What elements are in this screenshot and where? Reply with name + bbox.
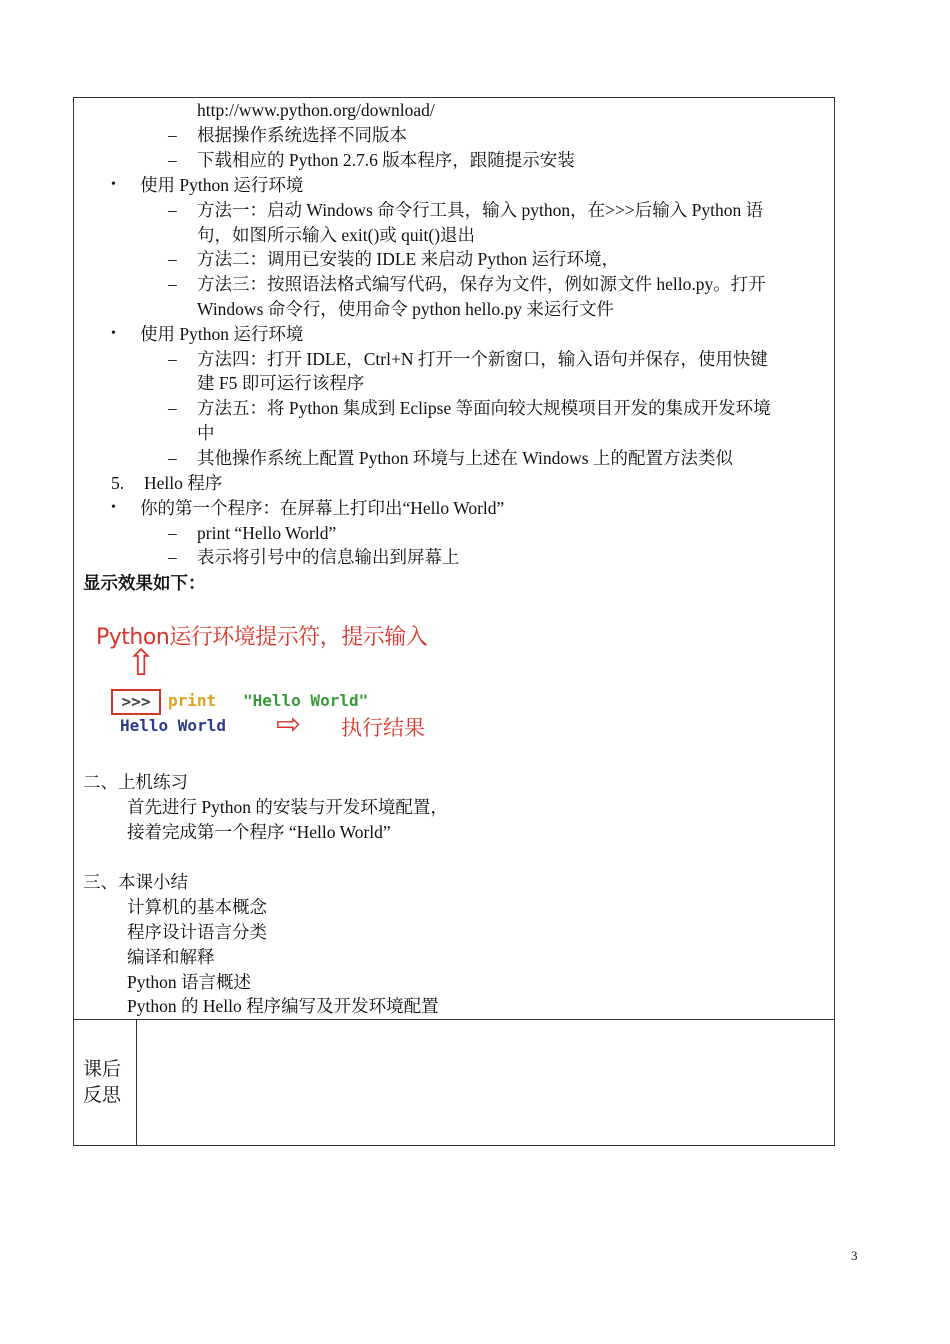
list-item: 方法三：按照语法格式编写代码，保存为文件，例如源文件 hello.py。打开 (197, 274, 766, 294)
section-number: 5. (111, 473, 125, 493)
practice-heading: 二、上机练习 (83, 772, 188, 792)
list-item: 使用 Python 运行环境 (140, 324, 304, 344)
dash-marker: – (168, 125, 177, 145)
code-output: Hello World (120, 716, 226, 735)
list-item: print “Hello World” (197, 523, 337, 543)
figure-caption: Python运行环境提示符，提示输入 (96, 625, 428, 650)
list-item: 方法四：打开 IDLE，Ctrl+N 打开一个新窗口，输入语句并保存，使用快键 (197, 349, 768, 369)
code-string: "Hello World" (243, 691, 369, 710)
right-arrow-icon: ⇨ (276, 707, 302, 742)
list-item-continuation: Windows 命令行，使用命令 python hello.py 来运行文件 (197, 299, 614, 319)
bullet-marker: • (111, 326, 116, 341)
reflection-label: 课后反思 (83, 1059, 122, 1106)
list-item: 其他操作系统上配置 Python 环境与上述在 Windows 上的配置方法类似 (197, 448, 733, 468)
download-url: http://www.python.org/download/ (197, 100, 435, 120)
list-item: 方法一：启动 Windows 命令行工具，输入 python，在>>>后输入 Python 语 (197, 200, 764, 220)
summary-item: 编译和解释 (127, 947, 215, 967)
dash-marker: – (168, 249, 177, 269)
list-item: 使用 Python 运行环境 (140, 175, 304, 195)
practice-item: 接着完成第一个程序 “Hello World” (127, 822, 391, 842)
dash-marker: – (168, 448, 177, 468)
code-keyword: print (168, 691, 217, 710)
list-item: 方法二：调用已安装的 IDLE 来启动 Python 运行环境， (197, 249, 619, 269)
list-item-continuation: 句，如图所示输入 exit()或 quit()退出 (197, 225, 476, 245)
list-item: 你的第一个程序：在屏幕上打印出“Hello World” (140, 498, 505, 518)
list-item: 根据操作系统选择不同版本 (197, 125, 407, 145)
section-title: Hello 程序 (144, 473, 223, 493)
list-item: 表示将引号中的信息输出到屏幕上 (197, 547, 460, 567)
practice-item: 首先进行 Python 的安装与开发环境配置， (127, 797, 448, 817)
dash-marker: – (168, 523, 177, 543)
bullet-marker: • (111, 177, 116, 192)
prompt-box: >>> (111, 689, 161, 715)
summary-item: 程序设计语言分类 (127, 922, 267, 942)
summary-heading: 三、本课小结 (83, 872, 188, 892)
result-label: 执行结果 (341, 716, 425, 740)
dash-marker: – (168, 398, 177, 418)
list-item-continuation: 建 F5 即可运行该程序 (197, 373, 365, 393)
summary-item: 计算机的基本概念 (127, 897, 267, 917)
list-item-continuation: 中 (197, 423, 215, 443)
dash-marker: – (168, 547, 177, 567)
summary-item: Python 的 Hello 程序编写及开发环境配置 (127, 996, 439, 1016)
bullet-marker: • (111, 500, 116, 515)
console-figure (88, 612, 480, 752)
dash-marker: – (168, 274, 177, 294)
dash-marker: – (168, 150, 177, 170)
display-result-heading: 显示效果如下： (83, 573, 206, 593)
list-item: 下载相应的 Python 2.7.6 版本程序，跟随提示安装 (197, 150, 575, 170)
dash-marker: – (168, 349, 177, 369)
up-arrow-icon: ⇧ (126, 643, 157, 684)
list-item: 方法五：将 Python 集成到 Eclipse 等面向较大规模项目开发的集成开发环境 (197, 398, 771, 418)
reflection-content-cell[interactable] (137, 1020, 834, 1145)
summary-item: Python 语言概述 (127, 972, 251, 992)
page-number: 3 (851, 1248, 858, 1263)
dash-marker: – (168, 200, 177, 220)
